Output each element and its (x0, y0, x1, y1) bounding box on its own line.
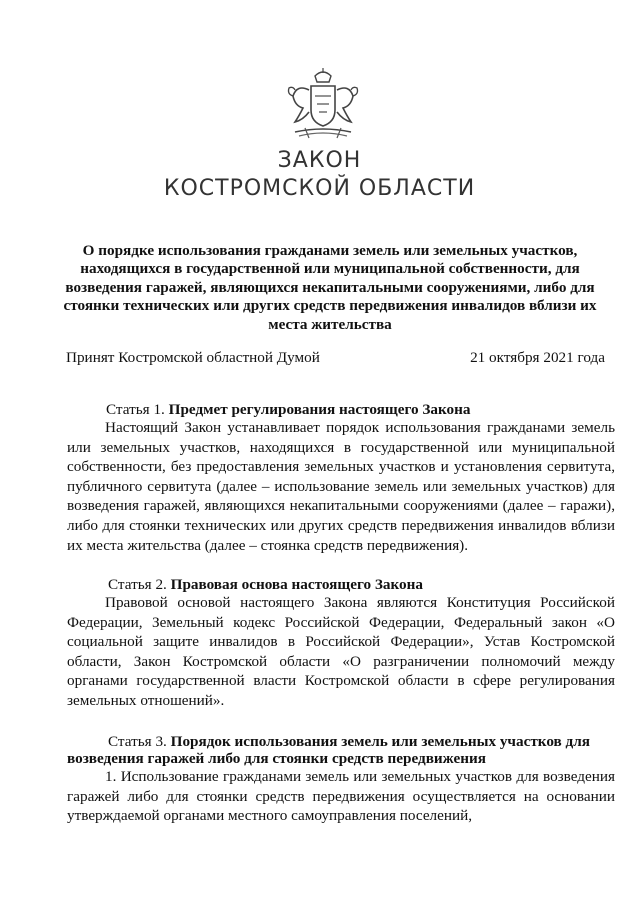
article-3-label: Статья 3. (108, 733, 167, 750)
article-3-heading (108, 733, 618, 751)
article-3-title-line1: Порядок использования земель или земельных участков для (170, 733, 590, 750)
article-2-title: Правовая основа настоящего Закона (170, 576, 423, 593)
article-1-title: Предмет регулирования настоящего Закона (168, 401, 471, 418)
law-subject: О порядке использования гражданами земель или земельных участков, находящихся в государственной или муниципальной собственности, для возведения гаражей, являющихся некапитальными сооружениями, либо для стоянки технических или других средств передвижения инвалидов вблизи их места жительства (63, 242, 597, 333)
adopted-by: Принят Костромской областной Думой (66, 349, 320, 366)
law-title-line1: ЗАКОН (277, 148, 362, 173)
article-2-text: Правовой основой настоящего Закона являются Конституция Российской Федерации, Земельный кодекс Российской Федерации, Федеральный закон «О социальной защите инвалидов в Российской Федерации», Устав Костромской области, Закон Костромской области «О разграничении полномочий между органами государственной власти Костромской области в сфере регулирования земельных отношений». (67, 594, 615, 709)
article-1-text: Настоящий Закон устанавливает порядок использования гражданами земель или земельных участков, находящихся в государственной или муниципальной собственности, без предоставления земельных участков и установления сервитута, публичного сервитута (далее – использование земель или земельных участков) для возведения гаражей, являющихся некапитальными сооружениями (далее – гаражи), либо для стоянки технических или других средств передвижения инвалидов вблизи их места жительства (далее – стоянка средств передвижения). (67, 419, 615, 554)
article-2-label: Статья 2. (108, 576, 167, 593)
law-title-line2: КОСТРОМСКОЙ ОБЛАСТИ (163, 176, 476, 201)
coat-of-arms-emblem (281, 66, 365, 142)
article-1-heading (106, 401, 470, 419)
article-2-heading (108, 576, 423, 594)
article-3-text: 1. Использование гражданами земель или земельных участков для возведения гаражей либо для стоянки средств передвижения осуществляется на основании утверждаемой органами местного самоуправления поселений, (67, 768, 615, 825)
article-1-label: Статья 1. (106, 401, 165, 418)
adopted-date: 21 октября 2021 года (470, 349, 605, 366)
article-3-title-line2: возведения гаражей либо для стоянки средств передвижения (67, 750, 486, 767)
